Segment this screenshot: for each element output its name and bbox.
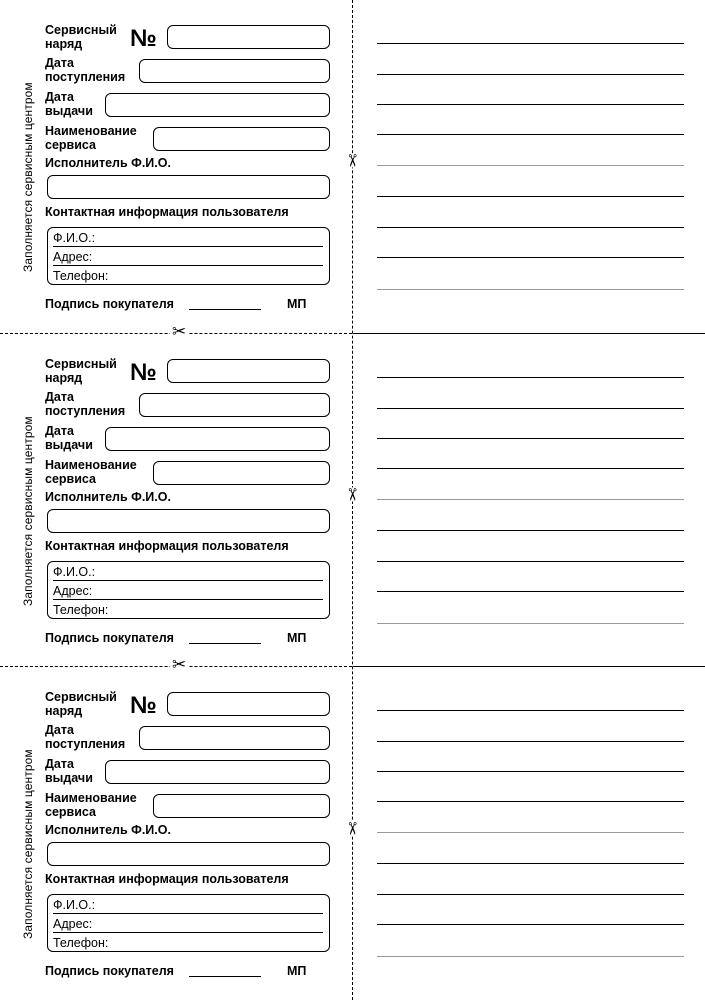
stamp-label: МП — [287, 297, 307, 311]
date-issued-field[interactable] — [105, 427, 330, 451]
signature-label: Подпись покупателя — [45, 297, 174, 311]
coupon-section — [0, 334, 705, 667]
address-label: Адрес: — [53, 917, 93, 931]
scissors-icon: ✂ — [341, 487, 362, 502]
notes-line[interactable] — [377, 408, 684, 409]
service-name-label: Наименование сервиса — [45, 791, 137, 819]
date-issued-label: Дата выдачи — [45, 424, 93, 452]
number-sign: № — [130, 25, 157, 52]
notes-line[interactable] — [377, 377, 684, 378]
fio-label: Ф.И.О.: — [53, 898, 96, 912]
address-field[interactable] — [53, 584, 323, 600]
address-field[interactable] — [53, 250, 323, 266]
notes-line[interactable] — [377, 894, 684, 895]
service-order-number-field[interactable] — [167, 692, 330, 716]
phone-field[interactable] — [53, 603, 323, 618]
date-received-label: Дата поступления — [45, 56, 126, 84]
date-received-label: Дата поступления — [45, 390, 126, 418]
scissors-icon: ✂ — [172, 322, 187, 342]
stamp-label: МП — [287, 964, 307, 978]
date-received-label: Дата поступления — [45, 723, 126, 751]
notes-line[interactable] — [377, 591, 684, 592]
contact-info-label: Контактная информация пользователя — [45, 205, 289, 219]
signature-line[interactable] — [189, 643, 261, 644]
date-received-field[interactable] — [139, 59, 330, 83]
contact-info-label: Контактная информация пользователя — [45, 872, 289, 886]
date-issued-field[interactable] — [105, 93, 330, 117]
fio-field[interactable] — [53, 565, 323, 581]
notes-line[interactable] — [377, 43, 684, 44]
fio-field[interactable] — [53, 231, 323, 247]
phone-field[interactable] — [53, 936, 323, 951]
notes-line[interactable] — [377, 257, 684, 258]
service-order-label: Сервисный наряд — [45, 23, 117, 51]
contact-info-label: Контактная информация пользователя — [45, 539, 289, 553]
notes-line[interactable] — [377, 801, 684, 802]
service-order-number-field[interactable] — [167, 25, 330, 49]
notes-line[interactable] — [377, 289, 684, 290]
service-name-label: Наименование сервиса — [45, 124, 137, 152]
service-order-label: Сервисный наряд — [45, 690, 117, 718]
signature-line[interactable] — [189, 976, 261, 977]
date-issued-label: Дата выдачи — [45, 90, 93, 118]
notes-line[interactable] — [377, 74, 684, 75]
executor-label: Исполнитель Ф.И.О. — [45, 490, 171, 504]
date-received-field[interactable] — [139, 726, 330, 750]
stamp-label: МП — [287, 631, 307, 645]
phone-field[interactable] — [53, 269, 323, 284]
notes-line[interactable] — [377, 165, 684, 166]
executor-field[interactable] — [47, 842, 330, 866]
notes-line[interactable] — [377, 771, 684, 772]
notes-line[interactable] — [377, 499, 684, 500]
address-label: Адрес: — [53, 250, 93, 264]
coupon-section — [0, 0, 705, 333]
scissors-icon: ✂ — [341, 153, 362, 168]
side-label: Заполняется сервисным центром — [21, 749, 35, 939]
service-name-field[interactable] — [153, 461, 330, 485]
fio-label: Ф.И.О.: — [53, 231, 96, 245]
executor-field[interactable] — [47, 509, 330, 533]
phone-label: Телефон: — [53, 936, 109, 950]
executor-label: Исполнитель Ф.И.О. — [45, 823, 171, 837]
address-field[interactable] — [53, 917, 323, 933]
notes-line[interactable] — [377, 104, 684, 105]
notes-line[interactable] — [377, 623, 684, 624]
scissors-icon: ✂ — [172, 655, 187, 675]
date-issued-label: Дата выдачи — [45, 757, 93, 785]
fio-field[interactable] — [53, 898, 323, 914]
scissors-icon: ✂ — [341, 821, 362, 836]
notes-line[interactable] — [377, 710, 684, 711]
signature-label: Подпись покупателя — [45, 964, 174, 978]
side-label: Заполняется сервисным центром — [21, 82, 35, 272]
coupon-section — [0, 667, 705, 1000]
address-label: Адрес: — [53, 584, 93, 598]
phone-label: Телефон: — [53, 269, 109, 283]
notes-line[interactable] — [377, 956, 684, 957]
notes-line[interactable] — [377, 924, 684, 925]
notes-line[interactable] — [377, 530, 684, 531]
fio-label: Ф.И.О.: — [53, 565, 96, 579]
signature-line[interactable] — [189, 309, 261, 310]
service-name-label: Наименование сервиса — [45, 458, 137, 486]
date-received-field[interactable] — [139, 393, 330, 417]
executor-label: Исполнитель Ф.И.О. — [45, 156, 171, 170]
notes-line[interactable] — [377, 134, 684, 135]
contact-info-box — [47, 227, 330, 285]
number-sign: № — [130, 359, 157, 386]
service-order-label: Сервисный наряд — [45, 357, 117, 385]
notes-line[interactable] — [377, 227, 684, 228]
date-issued-field[interactable] — [105, 760, 330, 784]
contact-info-box — [47, 561, 330, 619]
service-name-field[interactable] — [153, 127, 330, 151]
signature-label: Подпись покупателя — [45, 631, 174, 645]
executor-field[interactable] — [47, 175, 330, 199]
service-order-number-field[interactable] — [167, 359, 330, 383]
notes-line[interactable] — [377, 832, 684, 833]
service-name-field[interactable] — [153, 794, 330, 818]
notes-line[interactable] — [377, 196, 684, 197]
notes-line[interactable] — [377, 561, 684, 562]
contact-info-box — [47, 894, 330, 952]
notes-line[interactable] — [377, 438, 684, 439]
number-sign: № — [130, 692, 157, 719]
notes-line[interactable] — [377, 468, 684, 469]
side-label: Заполняется сервисным центром — [21, 416, 35, 606]
phone-label: Телефон: — [53, 603, 109, 617]
notes-line[interactable] — [377, 863, 684, 864]
notes-line[interactable] — [377, 741, 684, 742]
